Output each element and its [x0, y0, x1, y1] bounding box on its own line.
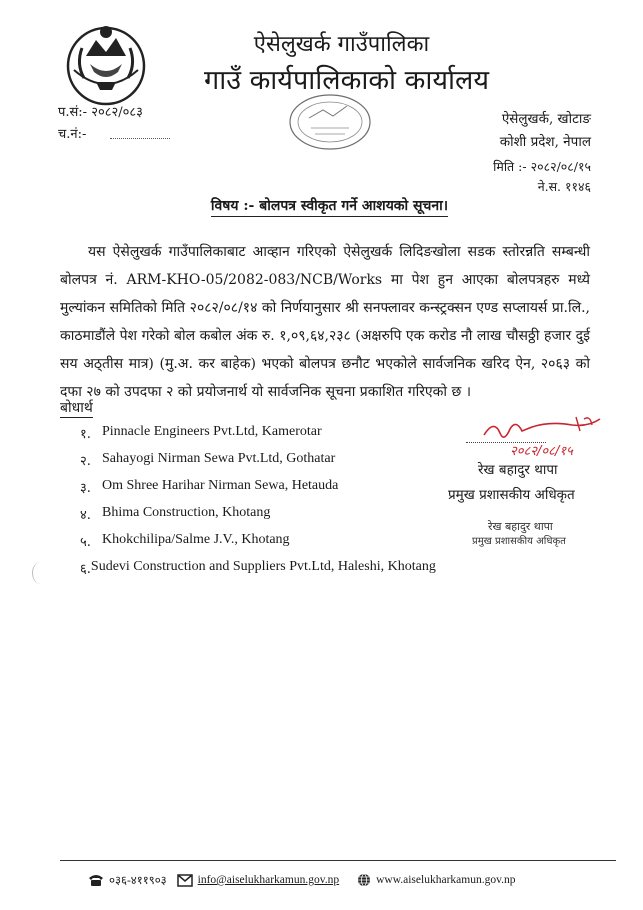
list-item-name: Sudevi Construction and Suppliers Pvt.Ltd, Haleshi, Khotang [90, 559, 436, 574]
copy-to-label: बोधार्थ [60, 400, 93, 416]
list-item [80, 559, 436, 586]
address-line-2: कोशी प्रदेश, नेपाल [499, 134, 591, 150]
list-item-name: Sahayogi Nirman Sewa Pvt.Ltd, Gothatar [102, 451, 336, 466]
signature-date: २०८२/०८/१५ [510, 444, 573, 459]
recipient-list [80, 424, 436, 586]
subject-text: विषय :- बोलपत्र स्वीकृत गर्ने आशयको सूचना। [211, 198, 448, 217]
notice-body: यस ऐसेलुखर्क गाउँपालिकाबाट आव्हान गरिएको ऐसेलुखर्क लिदिङखोला सडक स्तोरन्नति सम्बन्धी बोलपत्र नं. ARM-KHO-05/2082-083/NCB/Works मा पेश हुन आएका बोलपत्रहरु मध्ये मुल्यांकन समितिको मिति २०८२/०८/१४ को निर्णयानुसार श्री सनफ्लावर कन्स्ट्रक्सन एण्ड सप्लायर्स प्रा.लि., काठमाडौंले पेश गरेको बोल कबोल अंक रु. १,०९,६४,२३८ (अक्षरुपि एक करोड नौ लाख चौसठ्ठी हजार दुई सय अठ्तीस मात्र) (मु.अ. कर बाहेक) भएको बोलपत्र छनौट भएकोले सार्वजनिक खरिद ऐन, २०६३ को दफा २७ को उपदफा २ को प्रयोजनार्थ यो सार्वजनिक सूचना प्रकाशित गरिएको छ । [60, 244, 590, 400]
mail-icon [177, 874, 193, 887]
signatory-name: रेख बहादुर थापा [478, 462, 558, 478]
list-item-name: Khokchilipa/Salme J.V., Khotang [102, 532, 290, 547]
name-stamp-name: रेख बहादुर थापा [488, 520, 553, 533]
footer-phone [88, 873, 167, 888]
telephone-icon [88, 873, 104, 887]
dispatch-number-blank [110, 138, 170, 139]
list-item-number: ६. [80, 562, 91, 577]
list-item [80, 478, 400, 505]
office-seal-stamp [285, 92, 375, 152]
list-item-name: Om Shree Harihar Nirman Sewa, Hetauda [102, 478, 339, 493]
office-title: गाउँ कार्यपालिकाको कार्यालय [204, 65, 489, 96]
list-item-number: २. [80, 454, 91, 469]
reference-number: प.सं:- २०८२/०८३ [58, 105, 143, 120]
office-name: ऐसेलुखर्क गाउँपालिका [253, 32, 430, 57]
list-item [80, 532, 400, 559]
dispatch-number: च.नं:- [58, 127, 87, 142]
name-stamp-title: प्रमुख प्रशासकीय अधिकृत [472, 536, 566, 547]
address-line-1: ऐसेलुखर्क, खोटाङ [501, 111, 591, 127]
handwritten-signature [480, 413, 612, 463]
list-item [80, 451, 400, 478]
list-item-number: ३. [80, 481, 91, 496]
subject-line [0, 196, 643, 215]
website-link[interactable]: www.aiselukharkamun.gov.np [376, 874, 516, 886]
footer-contact [88, 868, 628, 892]
list-item-number: १. [80, 427, 91, 442]
list-item-name: Bhima Construction, Khotang [102, 505, 271, 520]
punch-hole-mark [32, 562, 49, 584]
list-item [80, 505, 400, 532]
globe-icon [357, 873, 371, 887]
list-item-number: ४. [80, 508, 91, 523]
footer-divider [60, 860, 616, 861]
nepal-sambat-date: ने.स. ११४६ [537, 179, 591, 194]
footer-email [177, 874, 339, 887]
footer-website [357, 873, 515, 887]
list-item-name: Pinnacle Engineers Pvt.Ltd, Kamerotar [102, 424, 322, 439]
signature-line [466, 442, 546, 443]
list-item [80, 424, 400, 451]
email-link[interactable]: info@aiselukharkamun.gov.np [197, 874, 340, 886]
letter-date: मिति :- २०८२/०८/१५ [493, 159, 591, 174]
signatory-title: प्रमुख प्रशासकीय अधिकृत [448, 487, 575, 503]
list-item-number: ५. [80, 535, 91, 550]
phone-number: ०३६-४११९०३ [109, 874, 167, 887]
